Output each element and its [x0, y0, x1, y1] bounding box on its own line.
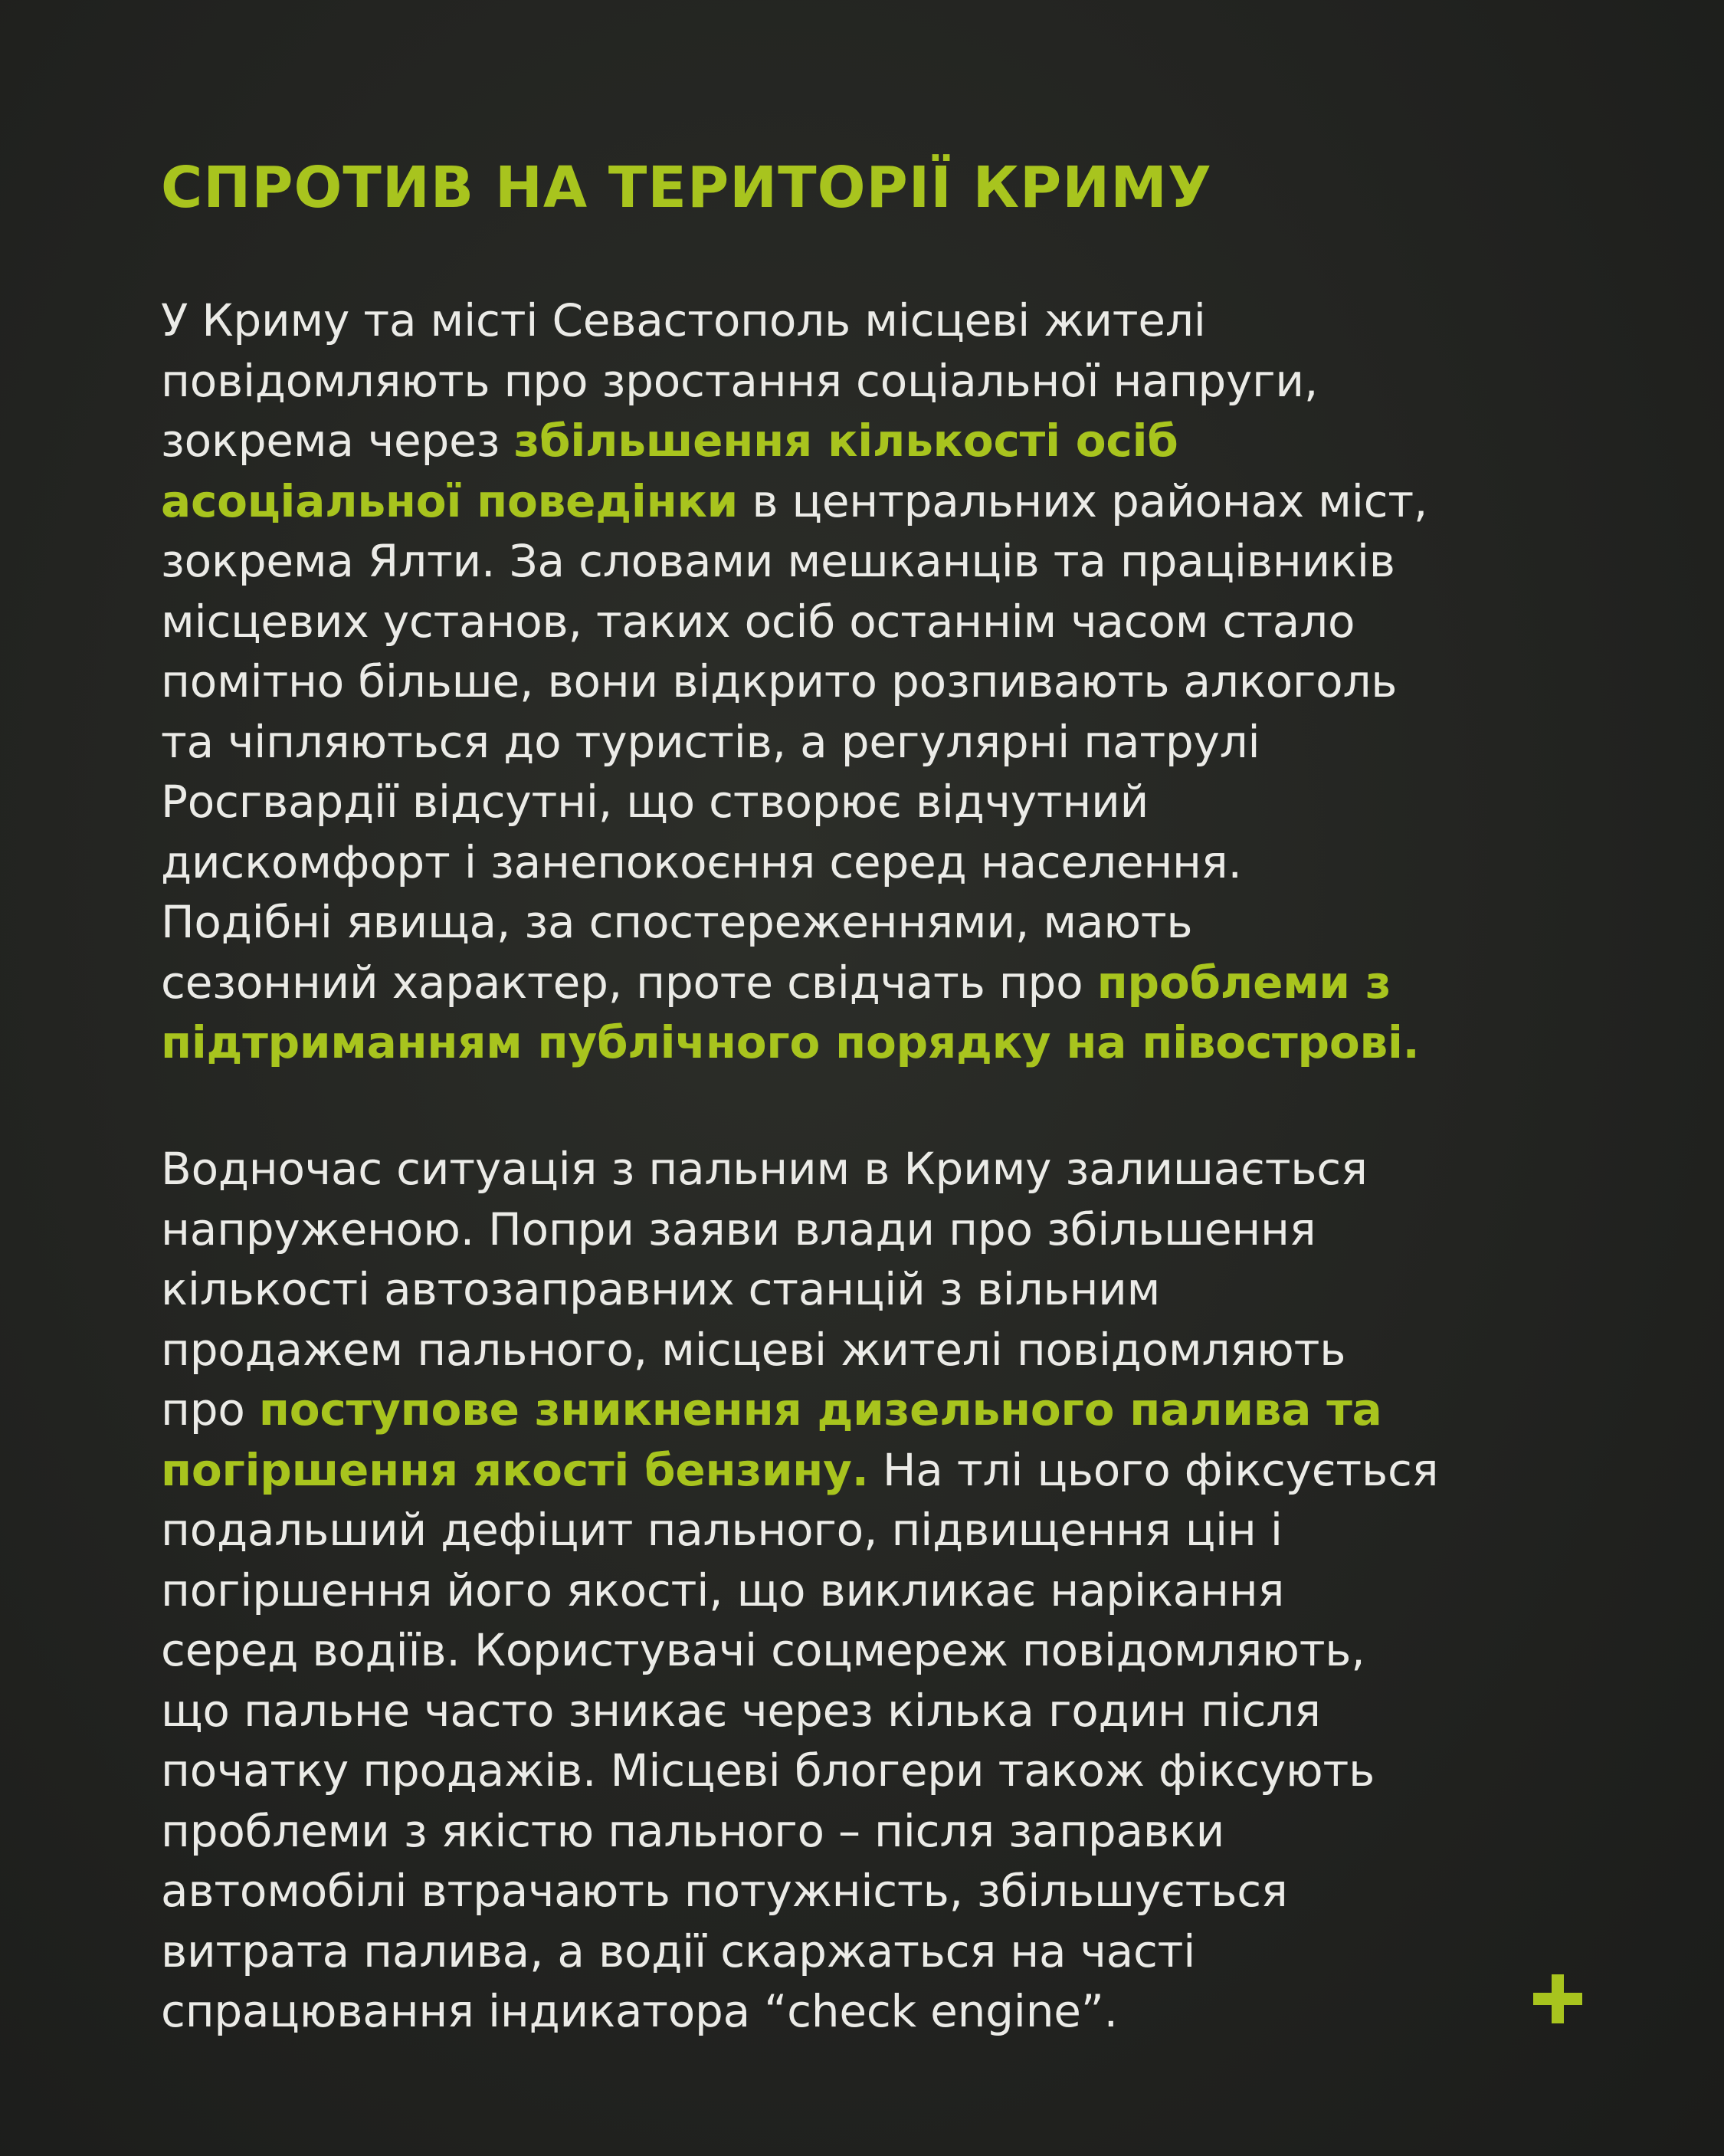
text-line: початку продажів. Місцеві блогери також фіксують: [161, 1744, 1375, 1797]
text-line: [161, 471, 1427, 532]
paragraph-crimea-social-tension: [161, 290, 1427, 1073]
text-segment: в центральних районах міст,: [738, 474, 1428, 527]
text-line: повідомляють про зростання соціальної напруги,: [161, 354, 1319, 407]
text-line: місцевих установ, таких осіб останнім часом стало: [161, 595, 1355, 648]
text-line: Водночас ситуація з пальним в Криму залишається: [161, 1143, 1368, 1195]
text-line: Росгвардії відсутні, що створює відчутний: [161, 776, 1149, 828]
text-segment: На тлі цього фіксується: [868, 1443, 1439, 1496]
plus-icon: [1533, 1974, 1582, 2023]
highlight-text: підтриманням публічного порядку на півострові.: [161, 1016, 1420, 1068]
text-line: що пальне часто зникає через кілька годин після: [161, 1684, 1321, 1737]
highlight-text: проблеми з: [1096, 956, 1391, 1009]
text-line: [161, 953, 1427, 1013]
text-line: помітно більше, вони відкрито розпивають алкоголь: [161, 655, 1398, 707]
text-line: [161, 411, 1427, 471]
page-title: СПРОТИВ НА ТЕРИТОРІЇ КРИМУ: [161, 155, 1212, 221]
text-line: погіршення його якості, що викликає нарікання: [161, 1564, 1285, 1616]
highlight-text: погіршення якості бензину.: [161, 1443, 869, 1496]
text-line: дискомфорт і занепокоєння серед населення.: [161, 835, 1242, 888]
text-line: [161, 1380, 1438, 1440]
text-line: подальший дефіцит пального, підвищення цін і: [161, 1504, 1283, 1556]
highlight-text: збільшення кількості осіб: [513, 415, 1178, 467]
text-line: [161, 1440, 1438, 1501]
text-line: зокрема Ялти. За словами мешканців та працівників: [161, 535, 1395, 587]
text-line: витрата палива, а водії скаржаться на часті: [161, 1925, 1196, 1977]
text-line: серед водіїв. Користувачі соцмереж повідомляють,: [161, 1624, 1365, 1676]
text-line: автомобілі втрачають потужність, збільшується: [161, 1865, 1288, 1917]
paragraph-crimea-fuel-situation: [161, 1139, 1438, 2042]
text-segment: зокрема через: [161, 415, 514, 467]
highlight-text: поступове зникнення дизельного палива та: [258, 1383, 1382, 1436]
text-line: У Криму та місті Севастополь місцеві жителі: [161, 294, 1206, 346]
text-line: напруженою. Попри заяви влади про збільшення: [161, 1203, 1316, 1255]
text-line: та чіпляються до туристів, а регулярні патрулі: [161, 715, 1260, 768]
text-segment: про: [161, 1383, 259, 1436]
highlight-text: асоціальної поведінки: [161, 474, 739, 527]
text-line: кількості автозаправних станцій з вільним: [161, 1263, 1161, 1315]
text-line: проблеми з якістю пального – після заправки: [161, 1804, 1225, 1857]
text-segment: сезонний характер, проте свідчать про: [161, 956, 1097, 1009]
text-line: Подібні явища, за спостереженнями, мають: [161, 896, 1193, 948]
text-line: спрацювання індикатора “check engine”.: [161, 1985, 1118, 2037]
text-line: продажем пального, місцеві жителі повідомляють: [161, 1323, 1346, 1376]
